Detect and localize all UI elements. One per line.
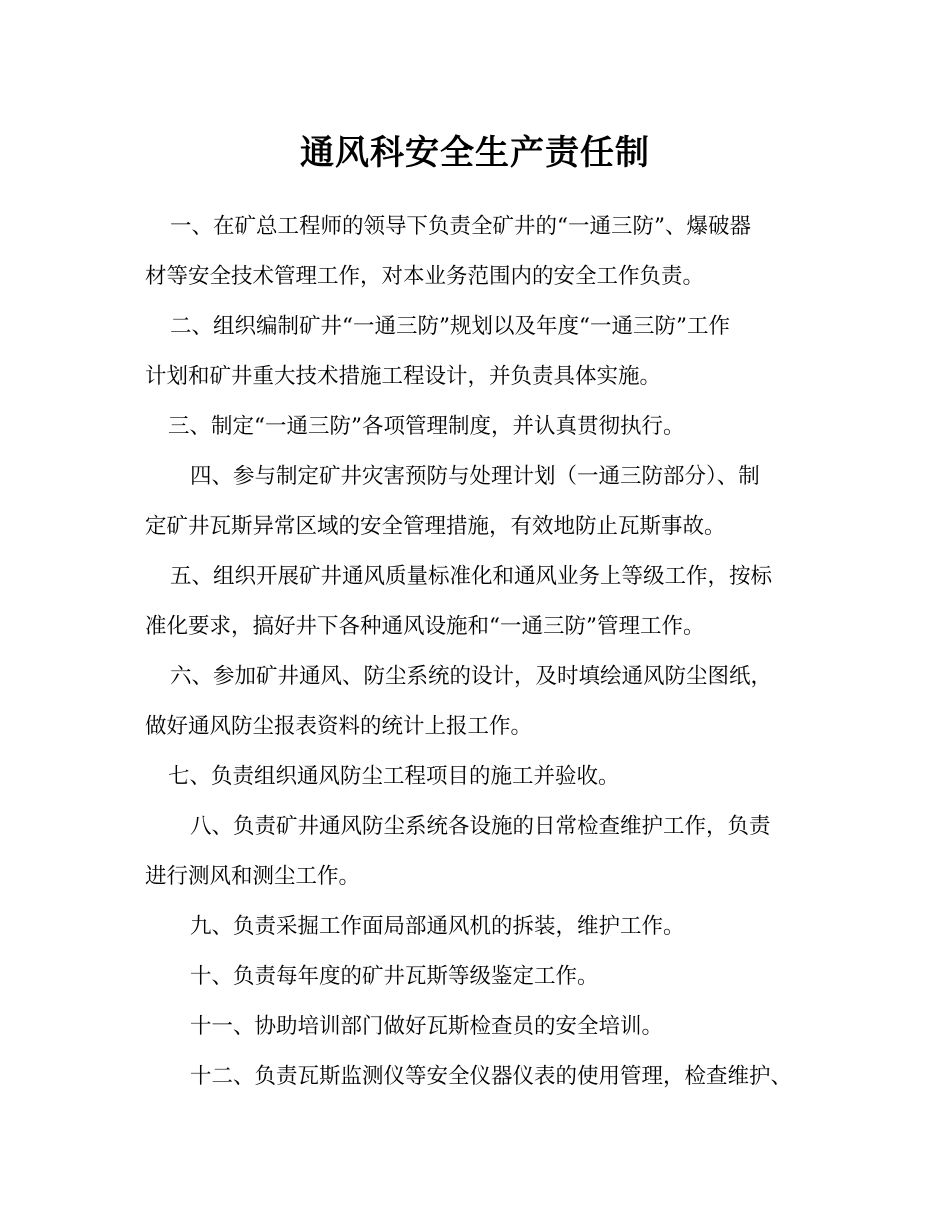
paragraph-5-line-1: 五、组织开展矿井通风质量标准化和通风业务上等级工作，按标	[170, 564, 773, 589]
paragraph-1-line-2: 材等安全技术管理工作，对本业务范围内的安全工作负责。	[145, 264, 705, 289]
paragraph-5-line-2: 准化要求，搞好井下各种通风设施和“一通三防”管理工作。	[145, 614, 705, 639]
paragraph-3-line-1: 三、制定“一通三防”各项管理制度，并认真贯彻执行。	[168, 414, 685, 439]
paragraph-8-line-1: 八、负责矿井通风防尘系统各设施的日常检查维护工作，负责	[190, 814, 771, 839]
paragraph-1-line-1: 一、在矿总工程师的领导下负责全矿井的“一通三防”、爆破器	[170, 214, 751, 239]
paragraph-10-line-1: 十、负责每年度的矿井瓦斯等级鉴定工作。	[190, 964, 599, 989]
paragraph-2-line-2: 计划和矿井重大技术措施工程设计，并负责具体实施。	[145, 364, 662, 389]
paragraph-4-line-1: 四、参与制定矿井灾害预防与处理计划（一通三防部分）、制	[190, 464, 760, 489]
paragraph-9-line-1: 九、负责采掘工作面局部通风机的拆装，维护工作。	[190, 914, 685, 939]
paragraph-7-line-1: 七、负责组织通风防尘工程项目的施工并验收。	[168, 764, 620, 789]
paragraph-11-line-1: 十一、协助培训部门做好瓦斯检查员的安全培训。	[190, 1014, 664, 1039]
paragraph-4-line-2: 定矿井瓦斯异常区域的安全管理措施，有效地防止瓦斯事故。	[145, 514, 726, 539]
document-title: 通风科安全生产责任制	[300, 133, 650, 173]
paragraph-6-line-1: 六、参加矿井通风、防尘系统的设计，及时填绘通风防尘图纸，	[170, 664, 773, 689]
paragraph-8-line-2: 进行测风和测尘工作。	[145, 864, 361, 889]
paragraph-6-line-2: 做好通风防尘报表资料的统计上报工作。	[145, 714, 533, 739]
paragraph-2-line-1: 二、组织编制矿井“一通三防”规划以及年度“一通三防”工作	[170, 314, 730, 339]
paragraph-12-line-1: 十二、负责瓦斯监测仪等安全仪器仪表的使用管理，检查维护、	[190, 1064, 793, 1089]
